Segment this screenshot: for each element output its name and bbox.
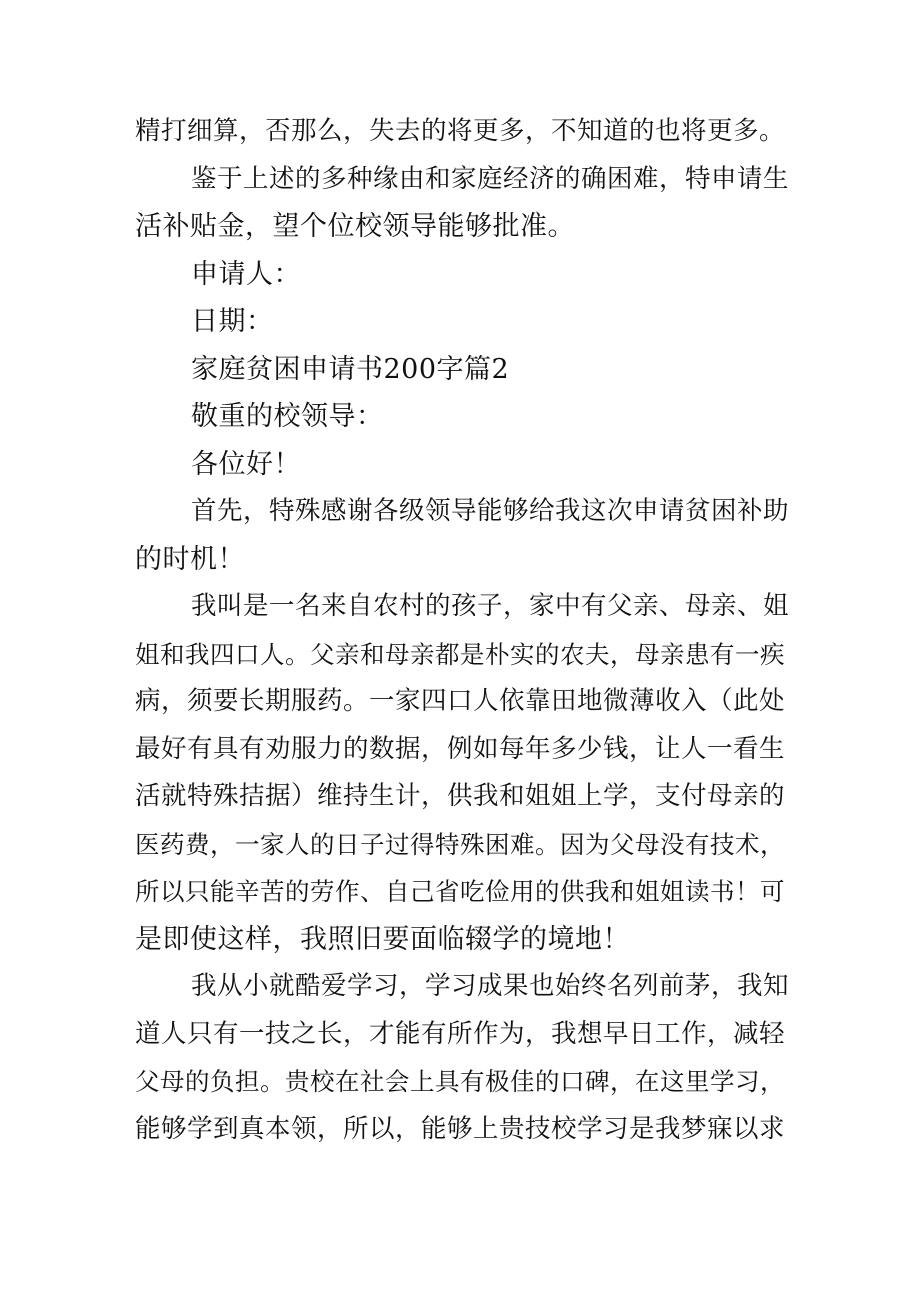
- paragraph-line: 的时机！: [135, 543, 245, 575]
- salutation: 敬重的校领导：: [191, 401, 384, 432]
- section-title: 家庭贫困申请书200字篇2: [191, 353, 510, 385]
- paragraph-line: 活就特殊拮据）维持生计，供我和姐姐上学，支付母亲的: [135, 781, 786, 811]
- paragraph-line: 精打细算，否那么，失去的将更多，不知道的也将更多。: [135, 116, 786, 146]
- paragraph-line: 我从小就酷爱学习，学习成果也始终名列前茅，我知: [191, 971, 790, 1001]
- paragraph-line: 道人只有一技之长，才能有所作为，我想早日工作，减轻: [135, 1018, 786, 1049]
- paragraph-line: 姐和我四口人。父亲和母亲都是朴实的农夫，母亲患有一疾: [135, 639, 785, 669]
- paragraph-line: 病，须要长期服药。一家四口人依靠田地微薄收入（此处: [135, 686, 786, 716]
- paragraph-line: 鉴于上述的多种缘由和家庭经济的确困难，特申请生: [191, 163, 790, 194]
- paragraph-line: 活补贴金，望个位校领导能够批准。: [135, 211, 575, 242]
- paragraph-line: 我叫是一名来自农村的孩子，家中有父亲、母亲、姐: [191, 591, 790, 621]
- paragraph-line: 最好有具有劝服力的数据，例如每年多少钱，让人一看生: [135, 733, 786, 764]
- applicant-label: 申请人：: [191, 258, 301, 290]
- paragraph-line: 医药费，一家人的日子过得特殊困难。因为父母没有技术，: [135, 829, 785, 859]
- paragraph-line: 所以只能辛苦的劳作、自己省吃俭用的供我和姐姐读书！可: [135, 877, 785, 906]
- greeting: 各位好！: [191, 448, 301, 480]
- paragraph-line: 能够学到真本领，所以，能够上贵技校学习是我梦寐以求: [135, 1113, 786, 1144]
- paragraph-line: 是即使这样，我照旧要面临辍学的境地！: [135, 923, 630, 955]
- document-body: [135, 108, 795, 1153]
- date-label: 日期：: [191, 306, 274, 337]
- paragraph-line: 首先，特殊感谢各级领导能够给我这次申请贫困补助: [191, 496, 790, 526]
- paragraph-line: 父母的负担。贵校在社会上具有极佳的口碑，在这里学习，: [135, 1067, 785, 1096]
